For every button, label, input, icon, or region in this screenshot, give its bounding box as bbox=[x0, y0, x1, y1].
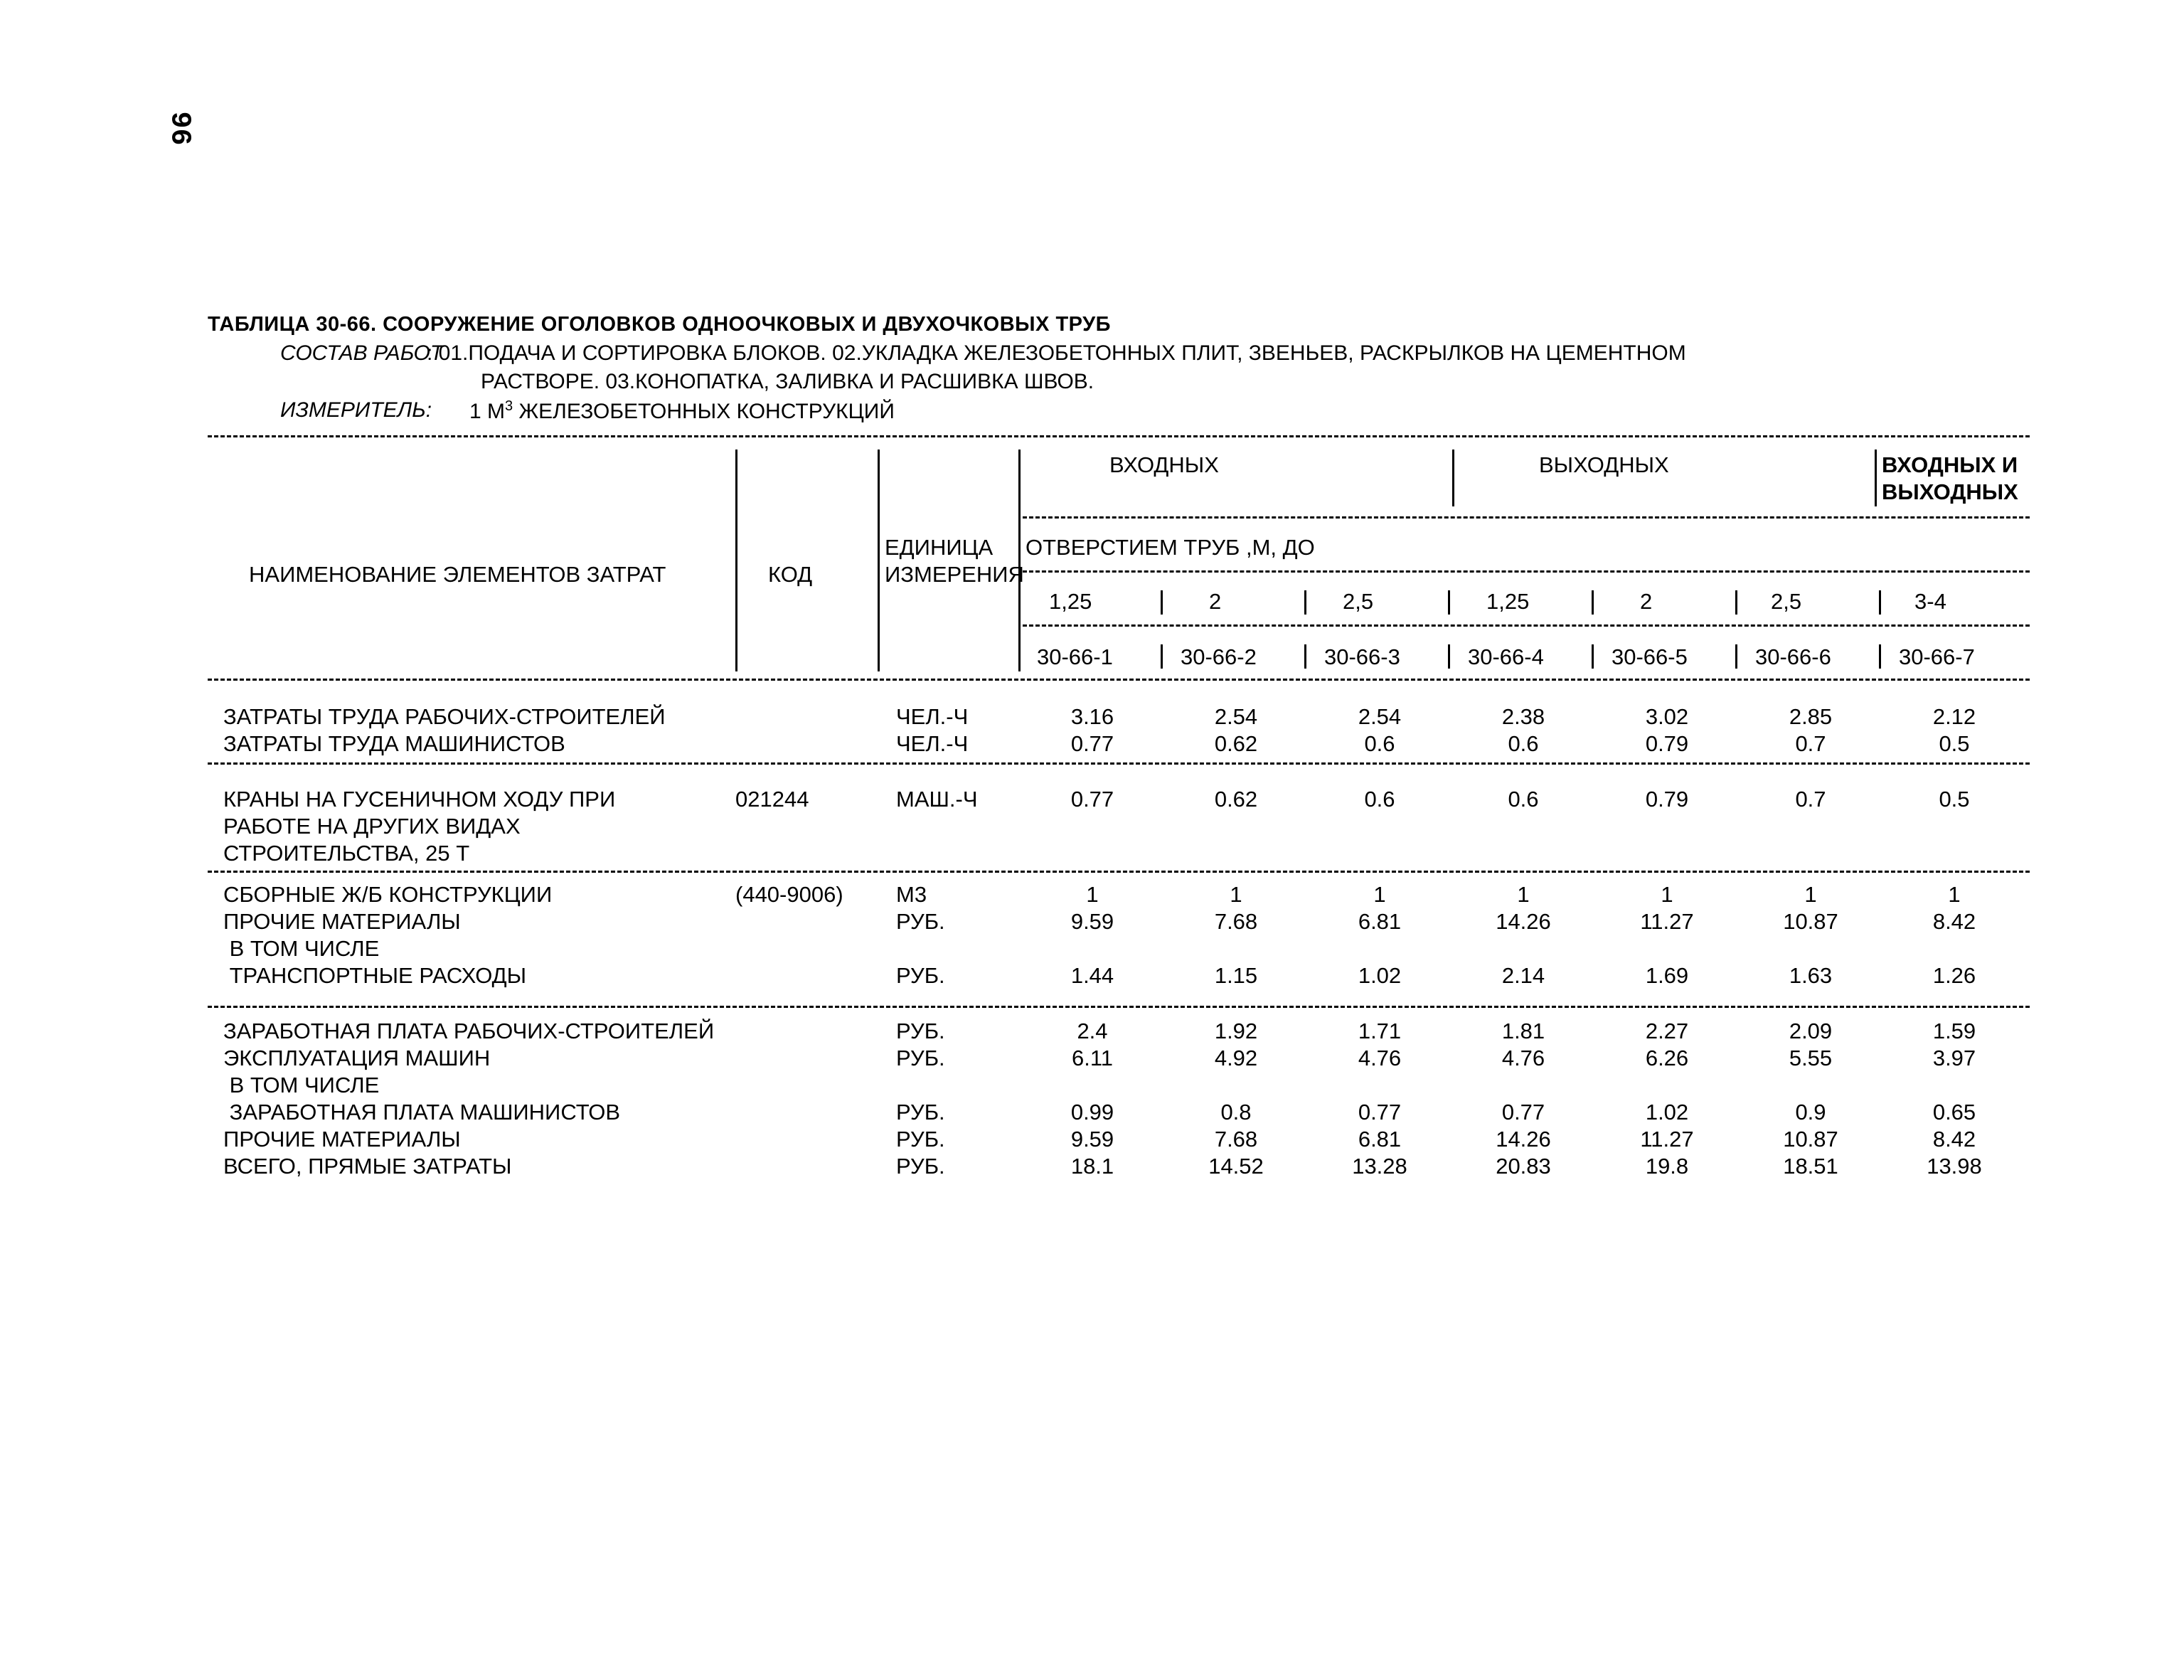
row-name: ВСЕГО, ПРЯМЫЕ ЗАТРАТЫ bbox=[223, 1154, 512, 1179]
row-value: 0.79 bbox=[1645, 731, 1689, 756]
code-sep-3 bbox=[1448, 644, 1450, 669]
row-value: 0.77 bbox=[1070, 787, 1114, 812]
row-value: 0.65 bbox=[1932, 1100, 1976, 1125]
header-unit-col-1: ЕДИНИЦА bbox=[885, 535, 994, 560]
row-value: 5.55 bbox=[1789, 1046, 1833, 1070]
header-bottom-rule bbox=[208, 679, 2030, 681]
header-vbar-both bbox=[1875, 450, 1877, 506]
row-value: 0.7 bbox=[1795, 731, 1826, 756]
row-name: КРАНЫ НА ГУСЕНИЧНОМ ХОДУ ПРИ bbox=[223, 787, 616, 812]
size-sep-6 bbox=[1879, 590, 1881, 615]
row-code: (440-9006) bbox=[735, 882, 843, 907]
row-unit: РУБ. bbox=[896, 1154, 945, 1179]
row-value: 10.87 bbox=[1783, 909, 1838, 934]
row-value: 7.68 bbox=[1214, 1127, 1258, 1152]
row-value: 0.6 bbox=[1364, 731, 1395, 756]
row-value: 1 bbox=[1517, 882, 1530, 907]
row-value: 14.26 bbox=[1496, 909, 1551, 934]
row-value: 18.51 bbox=[1783, 1154, 1838, 1179]
header-rule-4 bbox=[1023, 624, 2030, 627]
row-name: ЗАТРАТЫ ТРУДА МАШИНИСТОВ bbox=[223, 731, 565, 756]
header-vbar-code bbox=[735, 450, 737, 671]
row-value: 1 bbox=[1804, 882, 1817, 907]
section-rule-1 bbox=[208, 762, 2030, 765]
size-5: 2 bbox=[1640, 589, 1653, 614]
composition-line-1: : 01.ПОДАЧА И СОРТИРОВКА БЛОКОВ. 02.УКЛАДКА ЖЕЛЕЗОБЕТОННЫХ ПЛИТ, ЗВЕНЬЕВ, РАСКРЫЛКОВ НА ЦЕМЕНТНОМ bbox=[427, 341, 1686, 365]
size-sep-3 bbox=[1448, 590, 1450, 615]
row-name: СБОРНЫЕ Ж/Б КОНСТРУКЦИИ bbox=[223, 882, 553, 907]
row-value: 2.14 bbox=[1501, 963, 1545, 988]
row-name: СТРОИТЕЛЬСТВА, 25 Т bbox=[223, 841, 470, 866]
header-group-out: ВЫХОДНЫХ bbox=[1539, 452, 1669, 477]
row-value: 0.5 bbox=[1939, 731, 1970, 756]
row-value: 2.09 bbox=[1789, 1019, 1833, 1043]
code-5: 30-66-5 bbox=[1612, 644, 1688, 669]
row-value: 10.87 bbox=[1783, 1127, 1838, 1152]
row-value: 19.8 bbox=[1645, 1154, 1689, 1179]
row-value: 0.77 bbox=[1501, 1100, 1545, 1125]
row-value: 8.42 bbox=[1932, 909, 1976, 934]
row-value: 0.7 bbox=[1795, 787, 1826, 812]
size-sep-1 bbox=[1161, 590, 1163, 615]
header-group-both-2: ВЫХОДНЫХ bbox=[1882, 479, 2018, 504]
row-value: 1.26 bbox=[1932, 963, 1976, 988]
row-name: ТРАНСПОРТНЫЕ РАСХОДЫ bbox=[223, 963, 527, 988]
row-name: ЭКСПЛУАТАЦИЯ МАШИН bbox=[223, 1046, 491, 1070]
section-rule-3 bbox=[208, 1006, 2030, 1008]
row-code: 021244 bbox=[735, 787, 809, 812]
row-value: 6.81 bbox=[1358, 909, 1402, 934]
row-value: 2.54 bbox=[1358, 704, 1402, 729]
row-name: РАБОТЕ НА ДРУГИХ ВИДАХ bbox=[223, 814, 521, 839]
header-rule-3 bbox=[1023, 570, 2030, 573]
section-rule-2 bbox=[208, 871, 2030, 873]
row-value: 0.77 bbox=[1070, 731, 1114, 756]
size-4: 1,25 bbox=[1486, 589, 1530, 614]
row-value: 0.62 bbox=[1214, 787, 1258, 812]
size-sep-4 bbox=[1592, 590, 1594, 615]
row-name: ЗАРАБОТНАЯ ПЛАТА МАШИНИСТОВ bbox=[223, 1100, 621, 1125]
row-value: 2.12 bbox=[1932, 704, 1976, 729]
row-value: 1.71 bbox=[1358, 1019, 1402, 1043]
row-value: 1 bbox=[1661, 882, 1673, 907]
code-6: 30-66-6 bbox=[1755, 644, 1831, 669]
row-unit: РУБ. bbox=[896, 963, 945, 988]
row-value: 9.59 bbox=[1070, 1127, 1114, 1152]
row-value: 14.52 bbox=[1208, 1154, 1264, 1179]
table-title: ТАБЛИЦА 30-66. СООРУЖЕНИЕ ОГОЛОВКОВ ОДНООЧКОВЫХ И ДВУХОЧКОВЫХ ТРУБ bbox=[208, 313, 1112, 336]
code-sep-2 bbox=[1304, 644, 1306, 669]
header-vbar-values bbox=[1018, 450, 1021, 671]
row-unit: МАШ.-Ч bbox=[896, 787, 978, 812]
code-sep-5 bbox=[1735, 644, 1737, 669]
size-sep-5 bbox=[1735, 590, 1737, 615]
row-value: 3.97 bbox=[1932, 1046, 1976, 1070]
row-value: 4.76 bbox=[1358, 1046, 1402, 1070]
row-value: 7.68 bbox=[1214, 909, 1258, 934]
row-value: 0.9 bbox=[1795, 1100, 1826, 1125]
row-value: 6.11 bbox=[1071, 1046, 1114, 1070]
row-value: 1.92 bbox=[1214, 1019, 1258, 1043]
row-value: 0.79 bbox=[1645, 787, 1689, 812]
row-unit: РУБ. bbox=[896, 1100, 945, 1125]
row-value: 11.27 bbox=[1640, 909, 1694, 934]
row-unit: РУБ. bbox=[896, 1127, 945, 1152]
header-rule-2 bbox=[1023, 516, 2030, 519]
row-value: 1.81 bbox=[1501, 1019, 1545, 1043]
row-value: 11.27 bbox=[1640, 1127, 1694, 1152]
row-value: 4.92 bbox=[1214, 1046, 1258, 1070]
row-value: 2.85 bbox=[1789, 704, 1833, 729]
row-value: 0.99 bbox=[1070, 1100, 1114, 1125]
measure-label: ИЗМЕРИТЕЛЬ: bbox=[280, 398, 432, 422]
row-value: 6.26 bbox=[1645, 1046, 1689, 1070]
row-value: 4.76 bbox=[1501, 1046, 1545, 1070]
row-value: 1.44 bbox=[1070, 963, 1114, 988]
row-value: 1 bbox=[1230, 882, 1242, 907]
row-value: 13.28 bbox=[1352, 1154, 1407, 1179]
row-name: В ТОМ ЧИСЛЕ bbox=[223, 1073, 380, 1097]
row-unit: М3 bbox=[896, 882, 927, 907]
row-name: ЗАРАБОТНАЯ ПЛАТА РАБОЧИХ-СТРОИТЕЛЕЙ bbox=[223, 1019, 715, 1043]
row-value: 1 bbox=[1948, 882, 1961, 907]
code-3: 30-66-3 bbox=[1324, 644, 1400, 669]
header-code-col: КОД bbox=[768, 562, 813, 587]
row-value: 9.59 bbox=[1070, 909, 1114, 934]
size-3: 2,5 bbox=[1343, 589, 1374, 614]
composition-line-2: РАСТВОРЕ. 03.КОНОПАТКА, ЗАЛИВКА И РАСШИВКА ШВОВ. bbox=[481, 370, 1094, 393]
size-2: 2 bbox=[1209, 589, 1222, 614]
row-unit: ЧЕЛ.-Ч bbox=[896, 704, 969, 729]
row-value: 1.69 bbox=[1645, 963, 1689, 988]
size-7: 3-4 bbox=[1914, 589, 1946, 614]
header-name-col: НАИМЕНОВАНИЕ ЭЛЕМЕНТОВ ЗАТРАТ bbox=[249, 562, 666, 587]
row-value: 0.8 bbox=[1220, 1100, 1252, 1125]
row-value: 8.42 bbox=[1932, 1127, 1976, 1152]
row-unit: РУБ. bbox=[896, 1046, 945, 1070]
row-unit: ЧЕЛ.-Ч bbox=[896, 731, 969, 756]
code-sep-6 bbox=[1879, 644, 1881, 669]
header-group-in: ВХОДНЫХ bbox=[1109, 452, 1219, 477]
row-value: 3.16 bbox=[1070, 704, 1114, 729]
row-value: 14.26 bbox=[1496, 1127, 1551, 1152]
row-name: ЗАТРАТЫ ТРУДА РАБОЧИХ-СТРОИТЕЛЕЙ bbox=[223, 704, 666, 729]
header-vbar-unit bbox=[878, 450, 880, 671]
row-value: 0.6 bbox=[1364, 787, 1395, 812]
measure-value bbox=[469, 398, 895, 424]
row-value: 2.4 bbox=[1077, 1019, 1108, 1043]
code-sep-4 bbox=[1592, 644, 1594, 669]
row-value: 18.1 bbox=[1070, 1154, 1114, 1179]
row-value: 1.15 bbox=[1214, 963, 1258, 988]
row-value: 1.63 bbox=[1789, 963, 1833, 988]
size-6: 2,5 bbox=[1771, 589, 1802, 614]
row-value: 3.02 bbox=[1645, 704, 1689, 729]
row-unit: РУБ. bbox=[896, 909, 945, 934]
row-value: 2.27 bbox=[1645, 1019, 1689, 1043]
page-number: 96 bbox=[163, 111, 196, 146]
code-1: 30-66-1 bbox=[1037, 644, 1113, 669]
row-value: 20.83 bbox=[1496, 1154, 1551, 1179]
row-value: 13.98 bbox=[1927, 1154, 1982, 1179]
code-4: 30-66-4 bbox=[1468, 644, 1544, 669]
row-value: 1 bbox=[1373, 882, 1386, 907]
measure-value-pre: 1 М bbox=[469, 400, 506, 423]
row-value: 1.02 bbox=[1358, 963, 1402, 988]
measure-sup: 3 bbox=[505, 398, 513, 414]
code-7: 30-66-7 bbox=[1899, 644, 1975, 669]
row-value: 2.38 bbox=[1501, 704, 1545, 729]
row-value: 0.62 bbox=[1214, 731, 1258, 756]
header-subheader: ОТВЕРСТИЕМ ТРУБ ,М, ДО bbox=[1026, 535, 1315, 560]
row-value: 0.5 bbox=[1939, 787, 1970, 812]
row-value: 0.6 bbox=[1508, 787, 1539, 812]
row-value: 2.54 bbox=[1214, 704, 1258, 729]
row-unit: РУБ. bbox=[896, 1019, 945, 1043]
row-value: 1.59 bbox=[1932, 1019, 1976, 1043]
header-top-rule bbox=[208, 435, 2030, 437]
row-value: 1 bbox=[1086, 882, 1099, 907]
row-value: 6.81 bbox=[1358, 1127, 1402, 1152]
code-sep-1 bbox=[1161, 644, 1163, 669]
size-sep-2 bbox=[1304, 590, 1306, 615]
header-group-both-1: ВХОДНЫХ И bbox=[1882, 452, 2018, 477]
row-value: 1.02 bbox=[1645, 1100, 1689, 1125]
row-name: ПРОЧИЕ МАТЕРИАЛЫ bbox=[223, 1127, 461, 1152]
measure-value-post: ЖЕЛЕЗОБЕТОННЫХ КОНСТРУКЦИЙ bbox=[513, 400, 895, 423]
row-name: В ТОМ ЧИСЛЕ bbox=[223, 936, 380, 961]
composition-label: СОСТАВ РАБОТ bbox=[280, 341, 444, 365]
header-vbar-out bbox=[1452, 450, 1454, 506]
code-2: 30-66-2 bbox=[1181, 644, 1257, 669]
size-1: 1,25 bbox=[1049, 589, 1092, 614]
row-value: 0.6 bbox=[1508, 731, 1539, 756]
row-name: ПРОЧИЕ МАТЕРИАЛЫ bbox=[223, 909, 461, 934]
row-value: 0.77 bbox=[1358, 1100, 1402, 1125]
header-unit-col-2: ИЗМЕРЕНИЯ bbox=[885, 562, 1024, 587]
